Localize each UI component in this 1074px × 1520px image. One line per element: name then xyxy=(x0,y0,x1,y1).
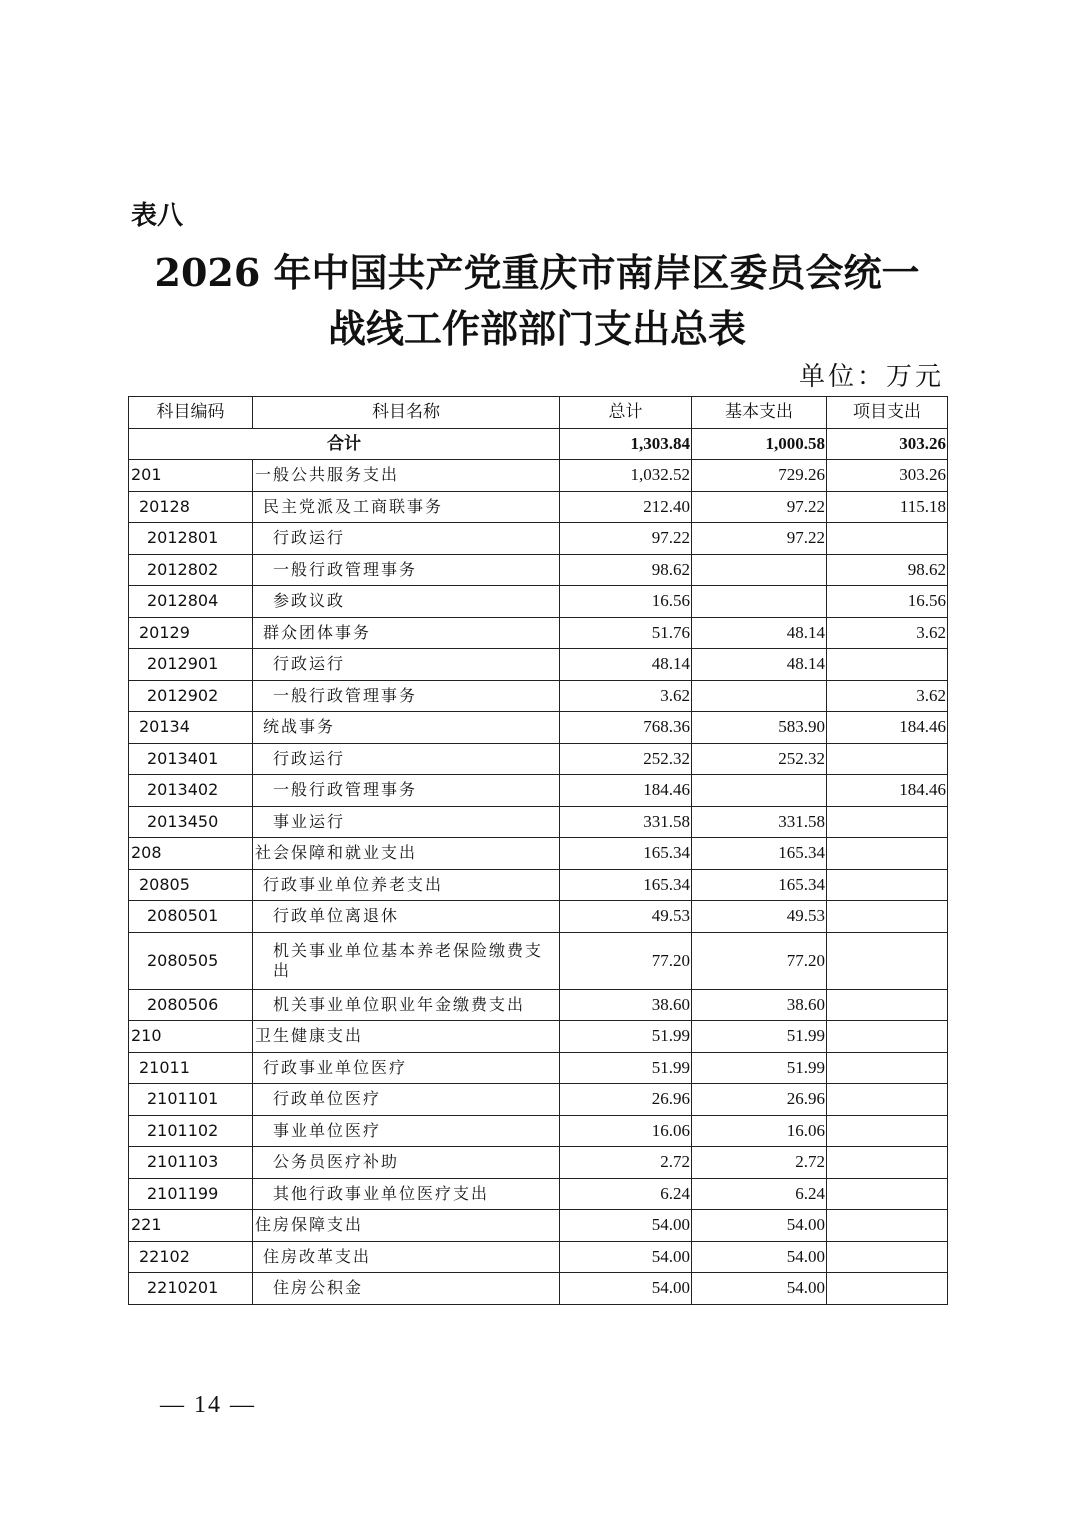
row-code: 2101101 xyxy=(129,1084,253,1116)
table-row xyxy=(129,901,948,933)
row-project xyxy=(827,1273,948,1305)
row-code: 22102 xyxy=(129,1241,253,1273)
row-total: 48.14 xyxy=(560,649,692,681)
row-name: 其他行政事业单位医疗支出 xyxy=(253,1178,560,1210)
table-row xyxy=(129,1241,948,1273)
row-project xyxy=(827,869,948,901)
total-project: 303.26 xyxy=(827,428,948,460)
row-name: 民主党派及工商联事务 xyxy=(253,491,560,523)
row-total: 98.62 xyxy=(560,554,692,586)
table-row xyxy=(129,554,948,586)
row-basic: 729.26 xyxy=(692,460,827,492)
row-total: 165.34 xyxy=(560,869,692,901)
table-row xyxy=(129,743,948,775)
table-row xyxy=(129,712,948,744)
table-row xyxy=(129,1178,948,1210)
row-basic: 38.60 xyxy=(692,989,827,1021)
row-basic: 331.58 xyxy=(692,806,827,838)
row-name: 事业运行 xyxy=(253,806,560,838)
row-total: 16.56 xyxy=(560,586,692,618)
row-project xyxy=(827,989,948,1021)
row-code: 2012801 xyxy=(129,523,253,555)
row-basic xyxy=(692,586,827,618)
expenditure-table xyxy=(128,396,948,1305)
row-name: 机关事业单位职业年金缴费支出 xyxy=(253,989,560,1021)
row-code: 201 xyxy=(129,460,253,492)
table-row xyxy=(129,1210,948,1242)
row-project xyxy=(827,1178,948,1210)
header-name: 科目名称 xyxy=(253,397,560,429)
row-project: 184.46 xyxy=(827,775,948,807)
table-label: 表八 xyxy=(131,201,184,231)
row-code: 2101103 xyxy=(129,1147,253,1179)
page-number: — 14 — xyxy=(160,1392,256,1418)
row-total: 16.06 xyxy=(560,1115,692,1147)
row-basic: 165.34 xyxy=(692,869,827,901)
row-project xyxy=(827,901,948,933)
row-basic: 51.99 xyxy=(692,1021,827,1053)
row-code: 2012901 xyxy=(129,649,253,681)
row-total: 331.58 xyxy=(560,806,692,838)
total-row xyxy=(129,428,948,460)
row-project xyxy=(827,1052,948,1084)
row-name: 群众团体事务 xyxy=(253,617,560,649)
row-project xyxy=(827,649,948,681)
row-code: 221 xyxy=(129,1210,253,1242)
row-total: 54.00 xyxy=(560,1273,692,1305)
row-code: 2013401 xyxy=(129,743,253,775)
row-total: 54.00 xyxy=(560,1241,692,1273)
row-total: 212.40 xyxy=(560,491,692,523)
table-row xyxy=(129,989,948,1021)
row-basic: 165.34 xyxy=(692,838,827,870)
table-row xyxy=(129,680,948,712)
row-code: 2080506 xyxy=(129,989,253,1021)
row-name: 一般公共服务支出 xyxy=(253,460,560,492)
row-project: 184.46 xyxy=(827,712,948,744)
table-row xyxy=(129,460,948,492)
row-name: 住房改革支出 xyxy=(253,1241,560,1273)
row-name: 社会保障和就业支出 xyxy=(253,838,560,870)
row-code: 2210201 xyxy=(129,1273,253,1305)
row-total: 2.72 xyxy=(560,1147,692,1179)
row-project xyxy=(827,1210,948,1242)
row-code: 208 xyxy=(129,838,253,870)
row-total: 54.00 xyxy=(560,1210,692,1242)
table-row xyxy=(129,649,948,681)
row-project: 303.26 xyxy=(827,460,948,492)
table-row xyxy=(129,1084,948,1116)
row-project xyxy=(827,1021,948,1053)
table-row xyxy=(129,775,948,807)
row-code: 2080501 xyxy=(129,901,253,933)
row-name: 行政事业单位养老支出 xyxy=(253,869,560,901)
row-name: 行政运行 xyxy=(253,649,560,681)
row-name: 机关事业单位基本养老保险缴费支出 xyxy=(253,932,560,989)
row-name: 行政运行 xyxy=(253,743,560,775)
row-basic: 2.72 xyxy=(692,1147,827,1179)
table-row xyxy=(129,1021,948,1053)
table-row xyxy=(129,617,948,649)
table-header-row xyxy=(129,397,948,429)
row-name: 住房保障支出 xyxy=(253,1210,560,1242)
total-total: 1,303.84 xyxy=(560,428,692,460)
table-row xyxy=(129,1115,948,1147)
row-name: 住房公积金 xyxy=(253,1273,560,1305)
table-row xyxy=(129,1273,948,1305)
row-basic: 49.53 xyxy=(692,901,827,933)
header-project: 项目支出 xyxy=(827,397,948,429)
row-basic: 48.14 xyxy=(692,617,827,649)
header-code: 科目编码 xyxy=(129,397,253,429)
row-code: 2012804 xyxy=(129,586,253,618)
row-basic: 97.22 xyxy=(692,491,827,523)
row-code: 2101199 xyxy=(129,1178,253,1210)
row-project xyxy=(827,523,948,555)
row-code: 2012802 xyxy=(129,554,253,586)
row-basic: 97.22 xyxy=(692,523,827,555)
table-row xyxy=(129,932,948,989)
row-total: 184.46 xyxy=(560,775,692,807)
row-code: 20128 xyxy=(129,491,253,523)
table-row xyxy=(129,491,948,523)
row-code: 20129 xyxy=(129,617,253,649)
row-basic: 252.32 xyxy=(692,743,827,775)
row-total: 26.96 xyxy=(560,1084,692,1116)
row-total: 49.53 xyxy=(560,901,692,933)
row-name: 一般行政管理事务 xyxy=(253,680,560,712)
row-basic xyxy=(692,775,827,807)
row-total: 51.76 xyxy=(560,617,692,649)
row-project: 115.18 xyxy=(827,491,948,523)
row-name: 公务员医疗补助 xyxy=(253,1147,560,1179)
row-code: 2013450 xyxy=(129,806,253,838)
row-total: 165.34 xyxy=(560,838,692,870)
row-basic: 54.00 xyxy=(692,1273,827,1305)
row-basic: 54.00 xyxy=(692,1241,827,1273)
row-code: 210 xyxy=(129,1021,253,1053)
row-code: 2012902 xyxy=(129,680,253,712)
row-total: 1,032.52 xyxy=(560,460,692,492)
total-basic: 1,000.58 xyxy=(692,428,827,460)
row-code: 21011 xyxy=(129,1052,253,1084)
row-code: 2080505 xyxy=(129,932,253,989)
table-row xyxy=(129,1147,948,1179)
row-basic: 583.90 xyxy=(692,712,827,744)
row-project xyxy=(827,743,948,775)
row-total: 77.20 xyxy=(560,932,692,989)
row-total: 51.99 xyxy=(560,1021,692,1053)
row-project xyxy=(827,1115,948,1147)
row-basic: 51.99 xyxy=(692,1052,827,1084)
row-name: 行政单位离退休 xyxy=(253,901,560,933)
row-total: 252.32 xyxy=(560,743,692,775)
row-name: 行政单位医疗 xyxy=(253,1084,560,1116)
row-basic: 48.14 xyxy=(692,649,827,681)
row-total: 3.62 xyxy=(560,680,692,712)
unit-label: 单位：万元 xyxy=(798,362,944,392)
row-project: 98.62 xyxy=(827,554,948,586)
table-row xyxy=(129,806,948,838)
row-total: 97.22 xyxy=(560,523,692,555)
row-basic: 77.20 xyxy=(692,932,827,989)
row-name: 统战事务 xyxy=(253,712,560,744)
row-project: 3.62 xyxy=(827,617,948,649)
table-row xyxy=(129,586,948,618)
row-basic: 6.24 xyxy=(692,1178,827,1210)
row-name: 一般行政管理事务 xyxy=(253,775,560,807)
row-project xyxy=(827,806,948,838)
row-name: 行政运行 xyxy=(253,523,560,555)
table-row xyxy=(129,1052,948,1084)
row-name: 事业单位医疗 xyxy=(253,1115,560,1147)
header-basic: 基本支出 xyxy=(692,397,827,429)
table-row xyxy=(129,523,948,555)
row-project xyxy=(827,1147,948,1179)
row-basic: 26.96 xyxy=(692,1084,827,1116)
row-total: 768.36 xyxy=(560,712,692,744)
row-total: 38.60 xyxy=(560,989,692,1021)
row-project xyxy=(827,1084,948,1116)
row-project xyxy=(827,838,948,870)
row-total: 6.24 xyxy=(560,1178,692,1210)
row-code: 2101102 xyxy=(129,1115,253,1147)
table-row xyxy=(129,838,948,870)
row-code: 20134 xyxy=(129,712,253,744)
row-code: 20805 xyxy=(129,869,253,901)
row-basic xyxy=(692,680,827,712)
row-name: 参政议政 xyxy=(253,586,560,618)
row-project xyxy=(827,932,948,989)
row-project xyxy=(827,1241,948,1273)
row-project: 16.56 xyxy=(827,586,948,618)
row-name: 卫生健康支出 xyxy=(253,1021,560,1053)
row-total: 51.99 xyxy=(560,1052,692,1084)
table-row xyxy=(129,869,948,901)
row-basic: 16.06 xyxy=(692,1115,827,1147)
total-label: 合计 xyxy=(129,428,560,460)
row-basic: 54.00 xyxy=(692,1210,827,1242)
row-project: 3.62 xyxy=(827,680,948,712)
header-total: 总计 xyxy=(560,397,692,429)
row-code: 2013402 xyxy=(129,775,253,807)
row-name: 行政事业单位医疗 xyxy=(253,1052,560,1084)
row-basic xyxy=(692,554,827,586)
page-title-line1: 2026 年中国共产党重庆市南岸区委员会统一 xyxy=(154,250,920,295)
page-title-line2: 战线工作部部门支出总表 xyxy=(327,306,746,351)
row-name: 一般行政管理事务 xyxy=(253,554,560,586)
